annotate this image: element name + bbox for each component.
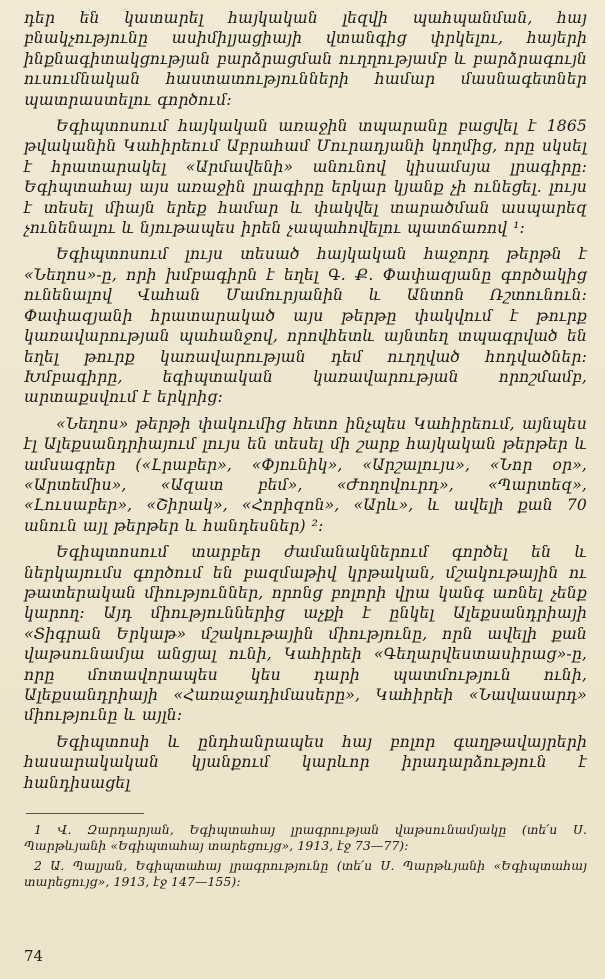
paragraph-2: Եգիպտոսում հայկական առաջին տպարանը բացվել է 1865 թվականին Կահիրեում Աբրահամ Մուրադյանի կողմից, որը սկսել է հրատարակել «Արմավենի» անունով կիսամսյա լրագիրը: Եգիպտահայ այս առաջին լրագիրը երկար կյանք չի ունեցել. լույս է տեսել միայն երեք համար և փակվել տարածման ասպարեզ չունենալու և նյութապես իրեն չապահովելու պատճառով ¹: (24, 117, 587, 238)
paragraph-1: դեր են կատարել հայկական լեզվի պահպանման, հայ բնակչությունը ասիմիլյացիայի վտանգից փրկելու, հայերի ինքնագիտակցության բարձրացման ուղղությամբ և բարձրագույն ուսումնական հաստատությունների համար մասնագետներ պատրաստելու գործում: (24, 9, 587, 109)
paragraph-4: «Նեղոս» թերթի փակումից հետո ինչպես Կահիրեում, այնպես էլ Ալեքսանդրիայում լույս են տեսել մի շարք հայկական թերթեր և ամսագրեր («Լրաբեր», «Փյունիկ», «Արշալույս», «Նոր օր», «Արտեմիս», «Ազատ բեմ», «Ժողովուրդ», «Պարտեզ», «Լուսաբեր», «Շիրակ», «Հորիզոն», «Արև», և ավելի քան 70 անուն այլ թերթեր և հանդեսներ) ²: (24, 414, 587, 535)
page-number: 74 (24, 947, 44, 965)
footnote-divider (26, 813, 144, 814)
footnote-2: 2 Ա. Պալյան, Եգիպտահայ լրագրությունը (տե՛ս Ս. Պարթևյանի «Եգիպտահայ տարեցույց», 1913, էջ 147—155): (24, 858, 587, 890)
paragraph-5: Եգիպտոսում տարբեր ժամանակներում գործել են և ներկայումս գործում են բազմաթիվ կրթական, մշակութային ու թատերական միություններ, որոնց բոլորի վրա կանգ առնել չենք կարող: Այդ միություններից աչքի է ընկել Ալեքսանդրիայի «Տիգրան Երկաթ» մշակութային միությունը, որն ավելի քան վաթսունամյա անցյալ ունի, Կահիրեի «Գեղարվեստասիրաց»-ը, որը մոտավորապես կես դարի պատմություն ունի, Ալեքսանդրիայի «Հառաջադիմասերը», Կահիրեի «Նավասարդ» միությունը և այլն: (24, 543, 587, 725)
footnote-1: 1 Վ. Զարդարյան, Եգիպտահայ լրագրության վաթսունամյակը (տե՛ս Ս. Պարթևյանի «Եգիպտահայ տարեցույց», 1913, էջ 73—77): (24, 822, 587, 854)
paragraph-6: Եգիպտոսի և ընդհանրապես հայ բոլոր գաղթավայրերի հասարակական կյանքում կարևոր իրադարձություն է հանդիսացել (24, 732, 587, 792)
paragraph-3: Եգիպտոսում լույս տեսած հայկական հաջորդ թերթն է «Նեղոս»-ը, որի խմբագիրն է եղել Գ. Ք. Փափազյանը գործակից ունենալով Վահան Մամուրյանին և Անտոն Ռշտունուն: Փափազյանի հրատարակած այս թերթը փակվում է թուրք կառավարության պահանջով, որովհետև այնտեղ տպագրված են եղել թուրք կառավարության դեմ ուղղված հոդվածներ: Խմբագիրը, եգիպտական կառավարության որոշմամբ, արտաքսվում է երկրից: (24, 245, 587, 407)
